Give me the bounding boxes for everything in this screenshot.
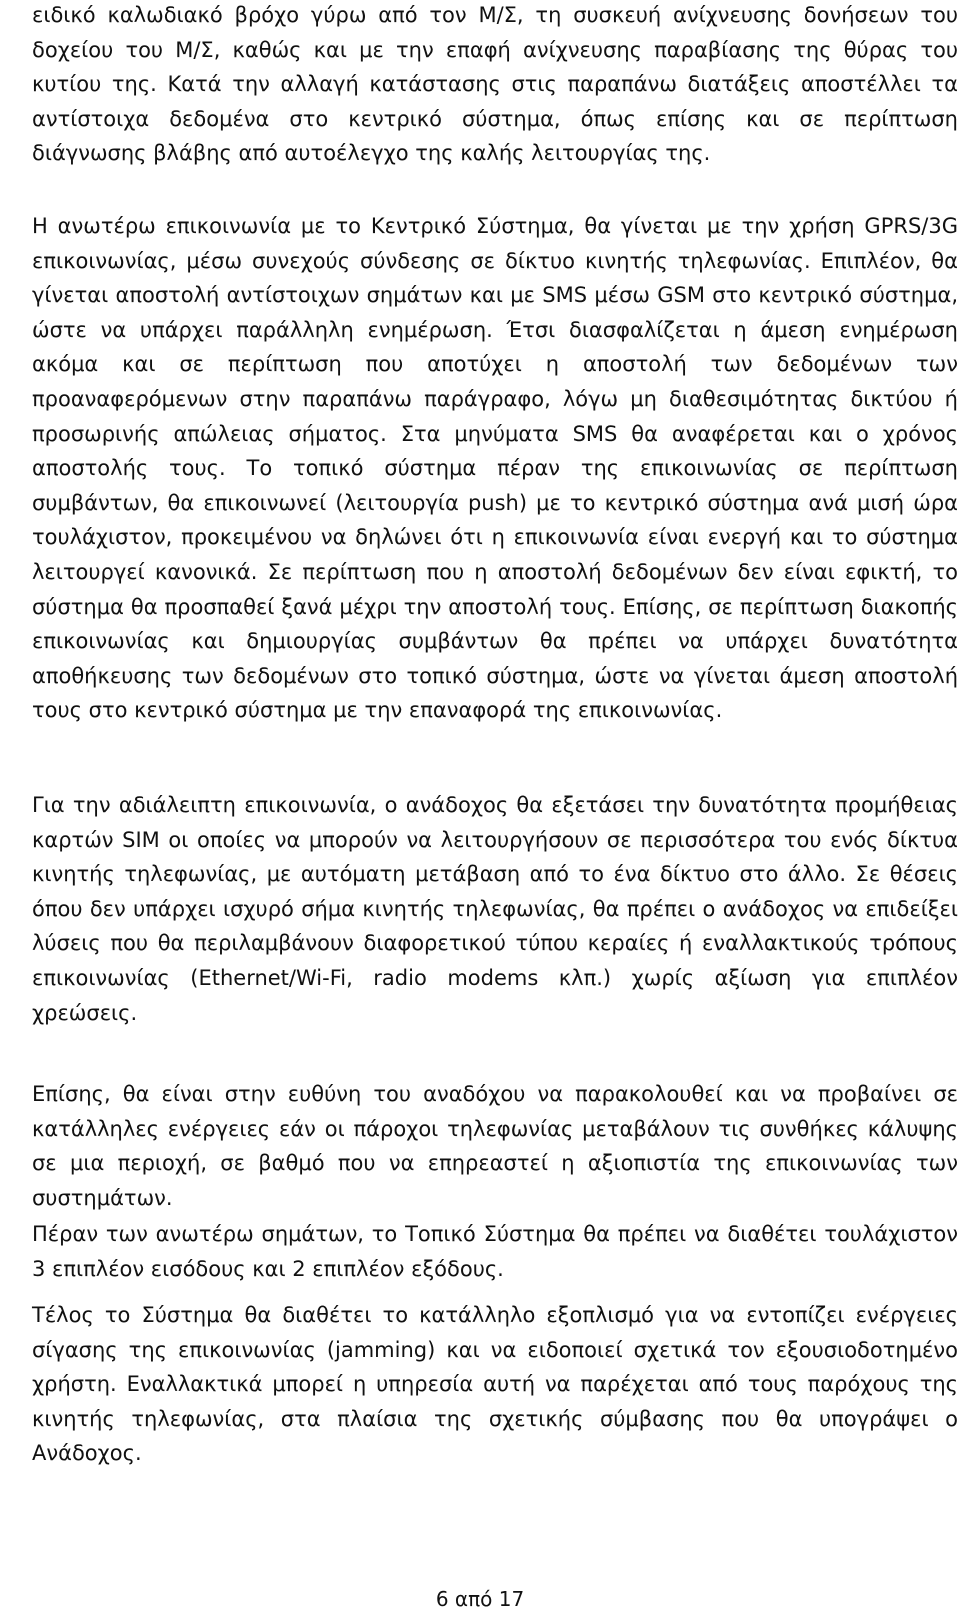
paragraph-3: Για την αδιάλειπτη επικοινωνία, ο ανάδοχος θα εξετάσει την δυνατότητα προμήθειας καρτών SIM οι οποίες να μπορούν να λειτουργήσουν σε περισσότερα του ενός δίκτυα κινητής τηλεφωνίας, με αυτόματη μετάβαση από το ένα δίκτυο στο άλλο. Σε θέσεις όπου δεν υπάρχει ισχυρό σήμα κινητής τηλεφωνίας, θα πρέπει ο ανάδοχος να επιδείξει λύσεις που θα περιλαμβάνουν διαφορετικού τύπου κεραίες ή εναλλακτικούς τρόπους επικοινωνίας (Ethernet/Wi-Fi, radio modems κλπ.) χωρίς αξίωση για επιπλέον χρεώσεις. bbox=[32, 793, 958, 1025]
paragraph-4: Επίσης, θα είναι στην ευθύνη του αναδόχου να παρακολουθεί και να προβαίνει σε κατάλληλες ενέργειες εάν οι πάροχοι τηλεφωνίας μεταβάλουν τις συνθήκες κάλυψης σε μια περιοχή, σε βαθμό που να επηρεαστεί η αξιοπιστία της επικοινωνίας των συστημάτων. bbox=[32, 1082, 958, 1210]
page-number-footer: 6 από 17 bbox=[435, 1587, 525, 1611]
paragraph-5: Πέραν των ανωτέρω σημάτων, το Τοπικό Σύστημα θα πρέπει να διαθέτει τουλάχιστον 3 επιπλέον εισόδους και 2 επιπλέον εξόδους. bbox=[32, 1222, 958, 1281]
paragraph-2: Η ανωτέρω επικοινωνία με το Κεντρικό Σύστημα, θα γίνεται με την χρήση GPRS/3G επικοινωνίας, μέσω συνεχούς σύνδεσης σε δίκτυο κινητής τηλεφωνίας. Επιπλέον, θα γίνεται αποστολή αντίστοιχων σημάτων και με SMS μέσω GSM στο κεντρικό σύστημα, ώστε να υπάρχει παράλληλη ενημέρωση. Έτσι διασφαλίζεται η άμεση ενημέρωση ακόμα και σε περίπτωση που αποτύχει η αποστολή των δεδομένων των προαναφερόμενων στην παραπάνω παράγραφο, λόγω μη διαθεσιμότητας δικτύου ή προσωρινής απώλειας σήματος. Στα μηνύματα SMS θα αναφέρεται και ο χρόνος αποστολής τους. Το τοπικό σύστημα πέραν της επικοινωνίας σε περίπτωση συμβάντων, θα επικοινωνεί (λειτουργία push) με το κεντρικό σύστημα ανά μισή ώρα τουλάχιστον, προκειμένου να δηλώνει ότι η επικοινωνία είναι ενεργή και το σύστημα λειτουργεί κανονικά. Σε περίπτωση που η αποστολή δεδομένων δεν είναι εφικτή, το σύστημα θα προσπαθεί ξανά μέχρι την αποστολή τους. Επίσης, σε περίπτωση διακοπής επικοινωνίας και δημιουργίας συμβάντων θα πρέπει να υπάρχει δυνατότητα αποθήκευσης των δεδομένων στο τοπικό σύστημα, ώστε να γίνεται άμεση αποστολή τους στο κεντρικό σύστημα με την επαναφορά της επικοινωνίας. bbox=[32, 214, 958, 723]
paragraph-1: ειδικό καλωδιακό βρόχο γύρω από τον Μ/Σ, τη συσκευή ανίχνευσης δονήσεων του δοχείου του Μ/Σ, καθώς και με την επαφή ανίχνευσης παραβίασης της θύρας του κυτίου της. Κατά την αλλαγή κατάστασης στις παραπάνω διατάξεις αποστέλλει τα αντίστοιχα δεδομένα στο κεντρικό σύστημα, όπως επίσης και σε περίπτωση διάγνωσης βλάβης από αυτοέλεγχο της καλής λειτουργίας της. bbox=[32, 3, 958, 166]
paragraph-6: Τέλος το Σύστημα θα διαθέτει το κατάλληλο εξοπλισμό για να εντοπίζει ενέργειες σίγασης της επικοινωνίας (jamming) και να ειδοποιεί σχετικά τον εξουσιοδοτημένο χρήστη. Εναλλακτικά μπορεί η υπηρεσία αυτή να παρέχεται από τους παρόχους της κινητής τηλεφωνίας, στα πλαίσια της σχετικής σύμβασης που θα υπογράψει ο Ανάδοχος. bbox=[32, 1303, 958, 1466]
